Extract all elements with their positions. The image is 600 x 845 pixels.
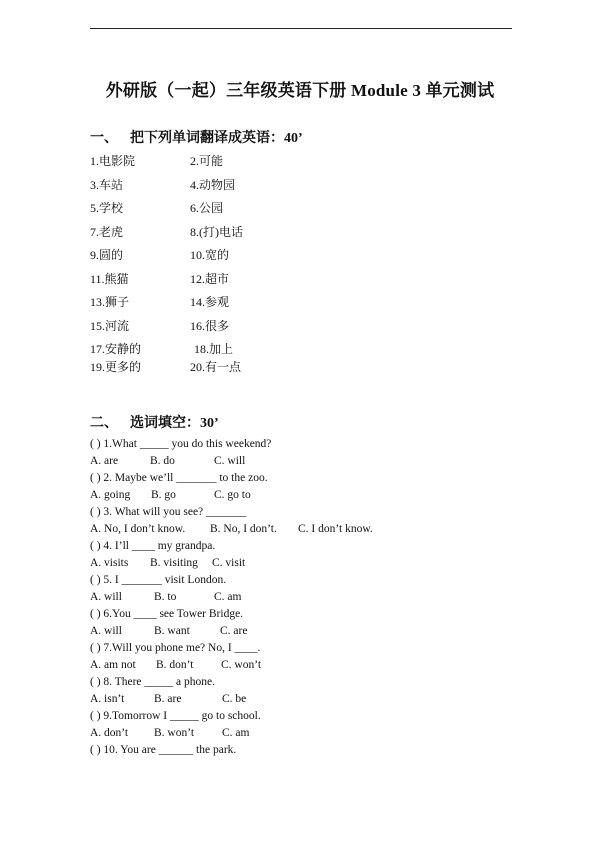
- section-1-heading: [90, 127, 303, 147]
- option-b: B. won’t: [154, 727, 195, 739]
- question-text: ( ) 3. What will you see? _______: [90, 506, 247, 518]
- options-row: [90, 487, 510, 504]
- vocab-row: [90, 223, 390, 247]
- section-2-title: 选词填空：30’: [130, 416, 219, 431]
- vocab-item: 18.加上: [194, 342, 234, 356]
- options-row: [90, 589, 510, 606]
- option-b: B. No, I don’t.: [210, 523, 277, 535]
- options-row: [90, 453, 510, 470]
- vocab-item: 9.圆的: [90, 248, 124, 262]
- vocab-row: [90, 340, 390, 358]
- vocab-item: 12.超市: [190, 271, 230, 286]
- option-a: A. going: [90, 489, 131, 501]
- option-a: A. will: [90, 591, 122, 603]
- vocab-row: [90, 246, 390, 270]
- option-a: A. are: [90, 455, 119, 467]
- multiple-choice-list: [90, 436, 510, 759]
- options-row: [90, 555, 510, 572]
- options-row: [90, 657, 510, 674]
- vocab-item: 6.公园: [190, 201, 224, 215]
- vocab-row: [90, 317, 390, 341]
- vocab-item: 14.参观: [190, 295, 230, 309]
- section-1-title: 把下列单词翻译成英语：40’: [130, 131, 303, 146]
- header-rule: [90, 28, 512, 29]
- option-c: C. be: [222, 693, 247, 705]
- vocab-row: [90, 176, 390, 200]
- option-b: B. are: [154, 693, 182, 705]
- question-text: ( ) 9.Tomorrow I _____ go to school.: [90, 710, 261, 722]
- vocab-item: 15.河流: [90, 318, 130, 333]
- option-b: B. want: [154, 625, 190, 637]
- option-c: C. am: [214, 591, 242, 603]
- vocab-item: 20.有一点: [190, 359, 242, 374]
- question-text: ( ) 6.You ____ see Tower Bridge.: [90, 608, 244, 620]
- options-row: [90, 623, 510, 640]
- vocab-item: 17.安静的: [90, 342, 142, 356]
- option-c: C. visit: [212, 557, 246, 569]
- question-text: ( ) 1.What _____ you do this weekend?: [90, 438, 272, 450]
- vocab-item: 10.宽的: [190, 248, 230, 262]
- question-text: ( ) 10. You are ______ the park.: [90, 744, 237, 756]
- vocab-item: 19.更多的: [90, 359, 142, 374]
- question-text: ( ) 4. I’ll ____ my grandpa.: [90, 540, 216, 552]
- option-c: C. are: [220, 625, 248, 637]
- option-b: B. do: [150, 455, 175, 467]
- option-a: A. will: [90, 625, 122, 637]
- option-b: B. don’t: [156, 659, 194, 671]
- option-b: B. to: [154, 591, 177, 603]
- vocab-item: 11.熊猫: [90, 271, 129, 286]
- option-a: A. am not: [90, 659, 136, 671]
- vocab-row: [90, 152, 390, 176]
- vocab-row: [90, 199, 390, 223]
- question-text: ( ) 8. There _____ a phone.: [90, 676, 215, 688]
- option-a: A. isn’t: [90, 693, 125, 705]
- options-row: [90, 725, 510, 742]
- vocab-item: 3.车站: [90, 177, 124, 192]
- vocab-row: [90, 293, 390, 317]
- vocab-item: 13.狮子: [90, 295, 130, 309]
- page-title: 外研版（一起）三年级英语下册 Module 3 单元测试: [105, 81, 495, 100]
- vocab-item: 16.很多: [190, 318, 230, 333]
- option-a: A. visits: [90, 557, 129, 569]
- options-row: [90, 691, 510, 708]
- option-b: B. visiting: [150, 557, 198, 569]
- section-2-heading: [90, 412, 219, 432]
- vocab-item: 1.电影院: [90, 154, 136, 168]
- option-c: C. will: [214, 455, 246, 467]
- vocab-item: 5.学校: [90, 201, 124, 215]
- question-text: ( ) 7.Will you phone me? No, I ____.: [90, 642, 261, 654]
- vocab-item: 2.可能: [190, 154, 224, 168]
- vocab-item: 4.动物园: [190, 177, 236, 192]
- vocab-item: 7.老虎: [90, 224, 124, 239]
- option-c: C. won’t: [221, 659, 262, 671]
- option-a: A. No, I don’t know.: [90, 523, 186, 535]
- section-2-number: 二、: [90, 416, 118, 431]
- option-c: C. go to: [214, 489, 251, 501]
- section-1-number: 一、: [90, 131, 118, 146]
- options-row: [90, 521, 510, 538]
- option-a: A. don’t: [90, 727, 129, 739]
- option-c: C. am: [222, 727, 250, 739]
- vocab-row: [90, 270, 390, 294]
- question-text: ( ) 2. Maybe we’ll _______ to the zoo.: [90, 472, 268, 484]
- vocab-item: 8.(打)电话: [190, 224, 243, 239]
- vocab-row: [90, 358, 390, 376]
- vocabulary-list: [90, 152, 390, 375]
- option-c: C. I don’t know.: [298, 523, 373, 535]
- option-b: B. go: [151, 489, 176, 501]
- question-text: ( ) 5. I _______ visit London.: [90, 574, 227, 586]
